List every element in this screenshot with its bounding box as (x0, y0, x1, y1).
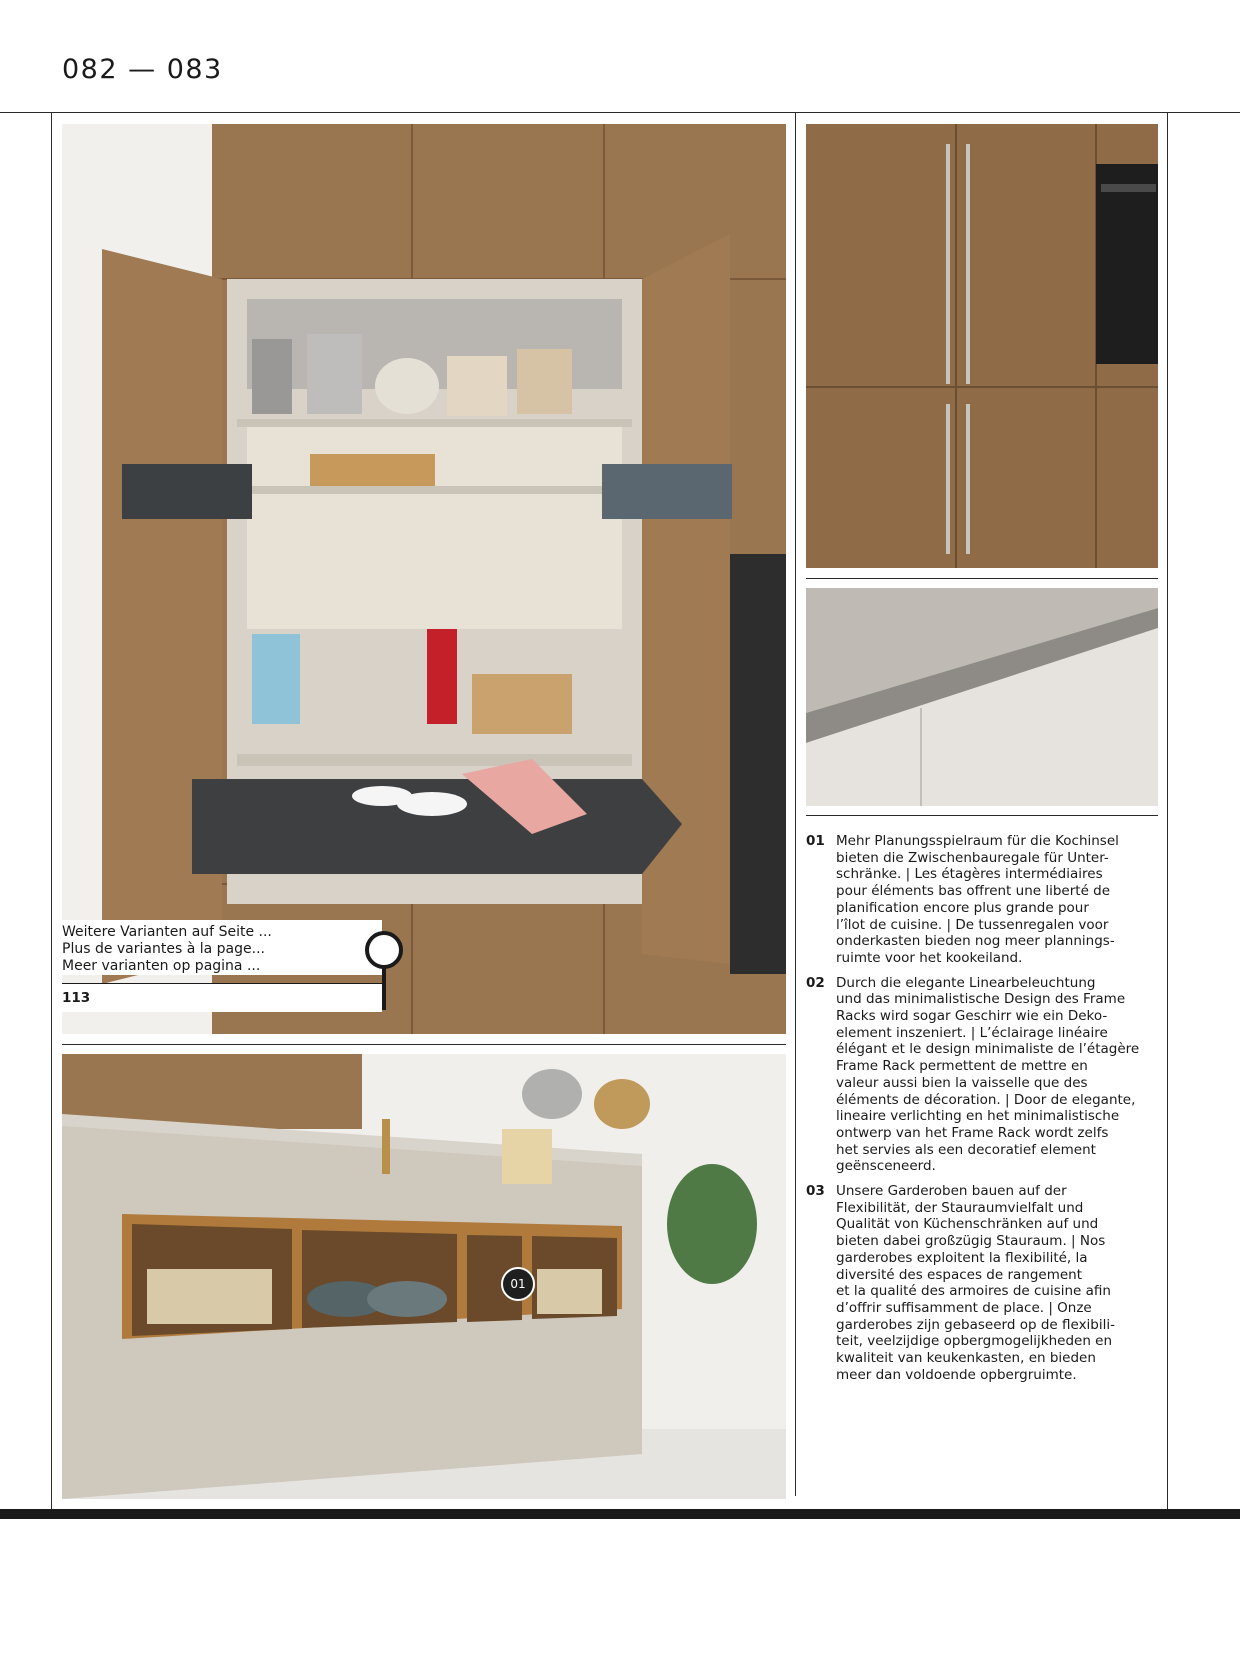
note-text: Durch die elegante Linearbeleuchtung und das minimalistische Design des Frame Racks wird sogar Geschirr wie ein Deko- element inszeniert. | L’éclairage linéaire élégant et le design minimaliste de l’étagère Frame Rack permettent de mettre en valeur aussi bien la vaisselle que des éléments de décoration. | Door de elegante, lineaire verlichting en het minimalistische ontwerp van het Frame Rack wordt zelfs het servies als een decoratief element geënsceneerd. (836, 974, 1140, 1175)
photo-pantry-cabinet (62, 124, 786, 1034)
photo-worktop-edge (806, 588, 1158, 806)
note-number: 02 (806, 974, 825, 991)
center-column-line (795, 112, 796, 1496)
page-numbers: 082 — 083 (62, 54, 223, 85)
reference-line-fr: Plus de variantes à la page... (62, 941, 265, 957)
note-text: Mehr Planungsspielraum für die Kochinsel bieten die Zwischenbauregale für Unter- schränke. | Les étagères intermédiaires pour éléments bas offrent une liberté de planification encore plus grande pour l’îlot de cuisine. | De tussenregalen voor onderkasten bieden nog meer plannings- ruimte voor het kookeiland. (836, 833, 1119, 966)
note-03 (806, 1183, 1158, 1383)
photo-tall-cabinets (806, 124, 1158, 568)
footer-bar (0, 1509, 1240, 1519)
reference-line-nl: Meer varianten op pagina ... (62, 958, 261, 974)
callout-badge[interactable]: 01 (501, 1267, 535, 1301)
note-01 (806, 833, 1158, 967)
photo-divider-left (62, 1044, 786, 1045)
note-text: Unsere Garderoben bauen auf der Flexibilität, der Stauraumvielfalt und Qualität von Küchenschränken auf und bieten dabei großzügig Stauraum. | Nos garderobes exploitent la flexibilité, la diversité des espaces de rangement et la qualité des armoires de cuisine afin d’offrir suffisamment de place. | Onze garderobes zijn gebaseerd op de flexibili- teit, veelzijdige opbergmogelijkheden en kwaliteit van keukenkasten, en bieden meer dan voldoende opbergruimte. (836, 1183, 1116, 1383)
note-number: 01 (806, 833, 825, 849)
reference-box (62, 920, 382, 975)
right-frame-line (1167, 112, 1168, 1509)
note-number: 03 (806, 1183, 825, 1200)
magnifier-icon (364, 930, 404, 970)
photo-kitchen-island (62, 1054, 786, 1499)
reference-page-number[interactable]: 113 (62, 983, 382, 1012)
notes-list (806, 833, 1158, 1392)
reference-line-de: Weitere Varianten auf Seite ... (62, 924, 272, 940)
photo-divider-right-2 (806, 815, 1158, 816)
note-02 (806, 975, 1158, 1175)
left-frame-line (51, 112, 52, 1509)
header-rule (0, 112, 1240, 113)
photo-divider-right-1 (806, 578, 1158, 579)
